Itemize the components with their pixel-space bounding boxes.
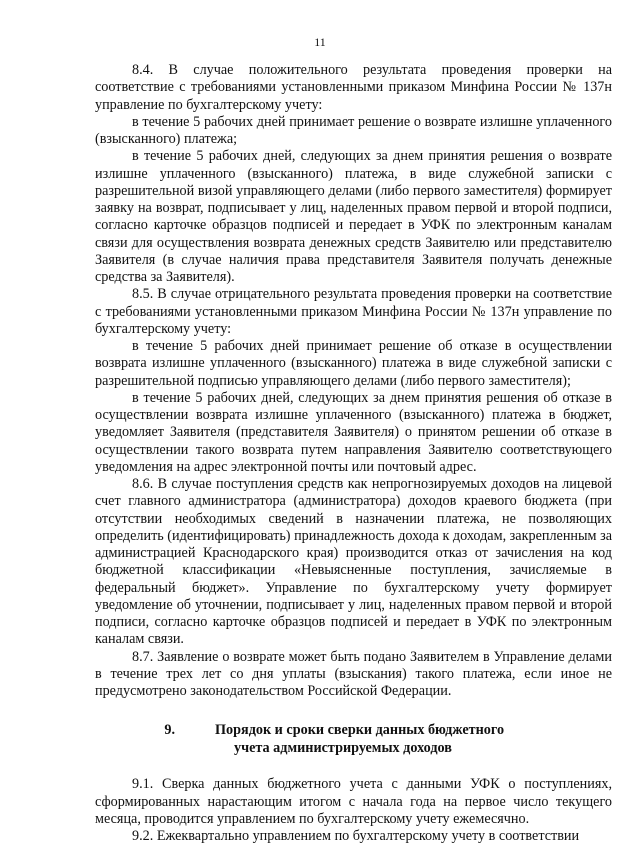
paragraph-8-4-decision: в течение 5 рабочих дней принимает решение о возврате излишне уплаченного (взысканного) платежа;	[95, 113, 612, 147]
section-title-line2: учета администрируемых доходов	[234, 740, 452, 757]
page-number: 11	[314, 35, 326, 49]
paragraph-8-4-request: в течение 5 рабочих дней, следующих за днем принятия решения о возврате излишне уплаченного (взысканного) платежа, в виде служебной записки с разрешительной визой управляющего делами (либо первого заместителя) формирует заявку на возврат, подписывает у лиц, наделенных правом первой и второй подписи, согласно карточке образцов подписей и передает в УФК по электронным каналам связи для осуществления возврата денежных средств Заявителю или представителю Заявителя (в случае наличия права представителя Заявителя получать денежные средства за Заявителя).	[95, 148, 612, 285]
section-heading	[95, 721, 612, 757]
paragraph-8-4: 8.4. В случае положительного результата проведения проверки на соответствие с требованиями установленными приказом Минфина России № 137н управление по бухгалтерскому учету:	[95, 62, 612, 113]
section-title-line1: Порядок и сроки сверки данных бюджетного	[215, 722, 505, 739]
paragraph-9-2: 9.2. Ежеквартально управлением по бухгалтерскому учету в соответствии	[132, 828, 580, 844]
paragraph-8-5: 8.5. В случае отрицательного результата проведения проверки на соответствие с требованиями установленными приказом Минфина России № 137н управление по бухгалтерскому учету:	[95, 286, 612, 337]
paragraph-8-5-decision: в течение 5 рабочих дней принимает решение об отказе в осуществлении возврата излишне уплаченного (взысканного) платежа в виде служебной записки с разрешительной подписью управляющего делами (либо первого заместителя);	[95, 338, 612, 389]
paragraph-8-6: 8.6. В случае поступления средств как непрогнозируемых доходов на лицевой счет главного администратора (администратора) доходов краевого бюджета (при отсутствии необходимых сведений в назначении платежа, не позволяющих определить (идентифицировать) принадлежность дохода к доходам, закрепленным за администрацией Краснодарского края) производится отказ от зачисления на код бюджетной классификации «Невыясненные поступления, зачисляемые в федеральный бюджет». Управление по бухгалтерскому учету формирует уведомление об уточнении, подписывает у лиц, наделенных правом первой и второй подписи, согласно карточке образцов подписей и передает в УФК по электронным каналам связи.	[95, 476, 612, 648]
document-body	[95, 62, 612, 845]
paragraph-8-7: 8.7. Заявление о возврате может быть подано Заявителем в Управление делами в течение трех лет со дня уплаты (взыскания) такого платежа, если иное не предусмотрено законодательством Российской Федерации.	[95, 648, 612, 699]
paragraph-9-1: 9.1. Сверка данных бюджетного учета с данными УФК о поступлениях, сформированных нарастающим итогом с начала года на первое число текущего месяца, проводится управлением по бухгалтерскому учету ежемесячно.	[95, 776, 612, 827]
paragraph-8-5-notice: в течение 5 рабочих дней, следующих за днем принятия решения об отказе в осуществлении возврата излишне уплаченного (взысканного) платежа в бюджет, уведомляет Заявителя (представителя Заявителя) о принятом решении об отказе в осуществлении такого возврата путем направления Заявителю соответствующего уведомления на адрес электронной почты или почтовый адрес.	[95, 389, 612, 475]
section-number: 9.	[164, 722, 175, 739]
